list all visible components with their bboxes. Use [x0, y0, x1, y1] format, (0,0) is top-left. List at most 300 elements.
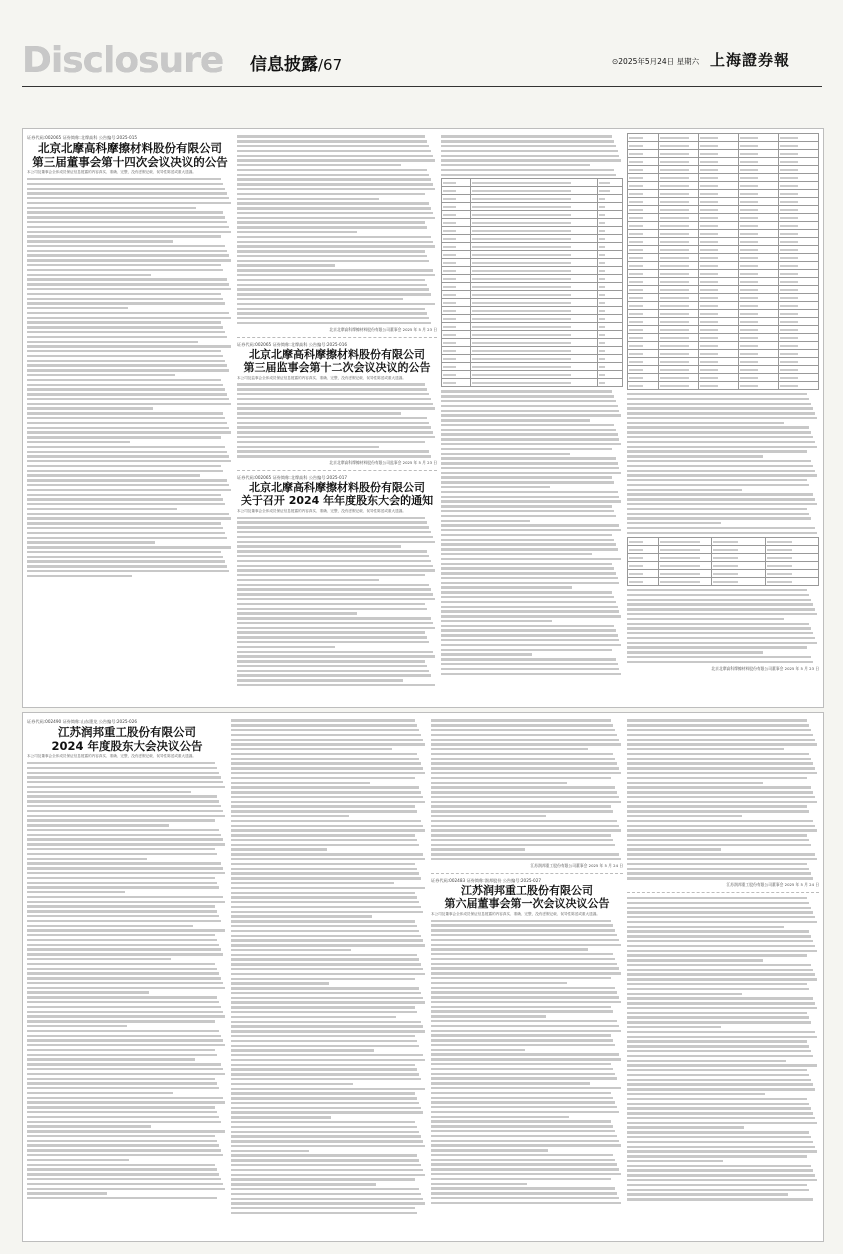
text-line: [431, 1087, 621, 1089]
table-row: [628, 326, 819, 334]
text-line: [627, 911, 813, 913]
text-line: [627, 436, 813, 438]
table-cell: [442, 283, 471, 291]
text-line: [27, 231, 231, 233]
cell-text-line: [780, 321, 799, 323]
text-line: [27, 312, 229, 314]
table-cell: [470, 291, 597, 299]
text-line: [627, 758, 811, 760]
article-title: [27, 726, 227, 753]
text-line: [441, 558, 621, 560]
text-line: [27, 522, 221, 524]
table-cell: [698, 262, 738, 270]
table-cell: [470, 267, 597, 275]
text-line: [27, 1121, 221, 1123]
text-line: [431, 939, 619, 941]
text-line: [231, 724, 417, 726]
text-line: [27, 877, 215, 879]
cell-text-line: [700, 361, 719, 363]
text-line: [231, 1150, 309, 1152]
text-line: [27, 560, 225, 562]
text-line: [231, 758, 419, 760]
text-line: [231, 1202, 425, 1204]
text-line: [441, 591, 612, 593]
cell-text-line: [700, 369, 719, 371]
text-line: [231, 978, 415, 980]
cell-text-line: [780, 265, 799, 267]
table-cell: [738, 358, 778, 366]
text-line: [231, 954, 417, 956]
text-line: [431, 1015, 546, 1017]
text-line: [441, 629, 616, 631]
table-row: [628, 254, 819, 262]
text-line: [627, 782, 763, 784]
text-line: [27, 446, 225, 448]
text-line: [27, 245, 225, 247]
text-line: [627, 993, 742, 995]
text-line: [627, 1012, 807, 1014]
cell-text-line: [660, 209, 690, 211]
text-line: [237, 155, 433, 157]
article-column-4: [627, 133, 819, 701]
text-line: [627, 902, 809, 904]
cell-text-line: [629, 153, 643, 155]
text-line: [27, 565, 227, 567]
text-line: [231, 1135, 421, 1137]
table-cell: [738, 174, 778, 182]
text-line: [27, 786, 225, 788]
text-line: [431, 767, 619, 769]
cell-text-line: [472, 294, 571, 296]
text-line: [237, 627, 435, 629]
cell-text-line: [629, 201, 643, 203]
text-line: [237, 174, 429, 176]
table-cell: [628, 326, 659, 334]
table-cell: [658, 158, 698, 166]
table-cell: [470, 187, 597, 195]
header-rule: [22, 86, 822, 87]
text-line: [431, 815, 546, 817]
table-row: [442, 275, 623, 283]
table-cell: [738, 158, 778, 166]
text-line: [627, 1117, 815, 1119]
text-line: [441, 663, 618, 665]
cell-text-line: [629, 297, 643, 299]
text-line: [441, 553, 592, 555]
text-line: [27, 441, 130, 443]
text-line: [441, 673, 621, 675]
table-cell: [778, 294, 818, 302]
text-line: [27, 1111, 217, 1113]
text-line: [27, 795, 217, 797]
text-line: [27, 767, 217, 769]
cell-text-line: [660, 201, 690, 203]
text-line: [431, 1101, 615, 1103]
cell-text-line: [629, 337, 643, 339]
text-line: [441, 145, 616, 147]
text-line: [237, 398, 431, 400]
cell-text-line: [700, 169, 719, 171]
cell-text-line: [700, 289, 719, 291]
table-cell: [738, 286, 778, 294]
cell-text-line: [443, 374, 456, 376]
text-line: [627, 398, 809, 400]
article-column-7: [431, 717, 623, 1237]
text-line: [237, 393, 429, 395]
text-line: [27, 939, 217, 941]
text-line: [231, 786, 419, 788]
table-row: [442, 347, 623, 355]
table-cell: [442, 267, 471, 275]
text-line: [441, 424, 614, 426]
table-cell: [738, 350, 778, 358]
cell-text-line: [629, 169, 643, 171]
proposal-table: [441, 178, 623, 387]
text-line: [231, 1188, 419, 1190]
text-line: [231, 743, 425, 745]
text-line: [441, 563, 612, 565]
cell-text-line: [443, 230, 456, 232]
table-cell: [628, 286, 659, 294]
text-line: [27, 302, 225, 304]
text-line: [27, 1011, 223, 1013]
proxy-voting-table: [627, 133, 819, 390]
cell-text-line: [740, 233, 759, 235]
text-line: [27, 963, 215, 965]
text-line: [231, 1001, 425, 1003]
table-cell: [738, 318, 778, 326]
table-cell: [628, 214, 659, 222]
table-cell: [698, 358, 738, 366]
text-line: [237, 255, 427, 257]
table-cell: [470, 315, 597, 323]
table-row: [442, 323, 623, 331]
text-line: [237, 517, 425, 519]
cell-text-line: [700, 353, 719, 355]
section-title-text: 信息披露: [250, 55, 318, 75]
cell-text-line: [629, 161, 643, 163]
cell-text-line: [629, 145, 643, 147]
table-row: [442, 267, 623, 275]
text-line: [441, 534, 612, 536]
text-line: [237, 417, 427, 419]
text-line: [431, 1092, 611, 1094]
text-line: [231, 930, 419, 932]
text-line: [237, 608, 427, 610]
cell-text-line: [660, 305, 690, 307]
text-line: [627, 983, 807, 985]
table-row: [442, 299, 623, 307]
text-line: [431, 786, 615, 788]
cell-text-line: [443, 310, 456, 312]
table-cell: [778, 310, 818, 318]
cell-text-line: [472, 206, 571, 208]
table-cell: [658, 294, 698, 302]
cell-text-line: [700, 185, 719, 187]
table-cell: [658, 562, 711, 570]
text-line: [231, 1097, 417, 1099]
text-line: [27, 872, 225, 874]
cell-text-line: [599, 366, 606, 368]
cell-text-line: [660, 385, 690, 387]
table-cell: [470, 347, 597, 355]
text-line: [627, 829, 817, 831]
table-cell: [778, 350, 818, 358]
text-line: [231, 1178, 415, 1180]
article-intro: 本公司及董事会全体成员保证信息披露的内容真实、准确、完整，没有虚假记载、误导性陈述或重大遗漏。: [27, 754, 196, 759]
cell-text-line: [660, 257, 690, 259]
table-cell: [597, 371, 622, 379]
cell-text-line: [629, 345, 643, 347]
text-line: [237, 412, 401, 414]
table-cell: [470, 331, 597, 339]
text-line: [237, 250, 425, 252]
table-cell: [658, 166, 698, 174]
cell-text-line: [780, 161, 799, 163]
text-line: [441, 174, 616, 176]
cell-text-line: [740, 369, 759, 371]
table-cell: [778, 254, 818, 262]
table-cell: [442, 315, 471, 323]
text-line: [627, 1141, 813, 1143]
table-cell: [698, 174, 738, 182]
table-cell: [442, 259, 471, 267]
text-line: [627, 945, 815, 947]
text-line: [431, 825, 619, 827]
text-line: [441, 457, 616, 459]
signature: 北京北摩高科摩擦材料股份有限公司董事会 2025 年 5 月 23 日: [711, 665, 819, 671]
table-cell: [597, 203, 622, 211]
text-line: [27, 541, 155, 543]
text-line: [431, 982, 567, 984]
cell-text-line: [780, 201, 799, 203]
table-row: [628, 570, 819, 578]
text-line: [27, 843, 225, 845]
article-body: [627, 719, 819, 879]
cell-text-line: [472, 326, 571, 328]
text-line: [627, 1079, 811, 1081]
text-line: [237, 665, 427, 667]
table-cell: [470, 371, 597, 379]
table-cell: [698, 142, 738, 150]
cell-text-line: [780, 137, 799, 139]
article-body: [231, 719, 427, 1214]
table-row: [442, 211, 623, 219]
text-line: [441, 524, 619, 526]
cell-text-line: [740, 217, 759, 219]
text-line: [27, 1073, 225, 1075]
table-cell: [628, 382, 659, 390]
text-line: [27, 1049, 215, 1051]
text-line: [627, 637, 815, 639]
table-cell: [778, 158, 818, 166]
cell-text-line: [599, 342, 606, 344]
text-line: [237, 593, 433, 595]
table-row: [628, 278, 819, 286]
text-line: [627, 517, 811, 519]
text-line: [627, 1103, 809, 1105]
table-cell: [597, 259, 622, 267]
text-line: [27, 537, 227, 539]
text-line: [431, 1106, 617, 1108]
text-line: [27, 886, 219, 888]
text-line: [27, 982, 223, 984]
text-line: [237, 569, 435, 571]
text-line: [627, 858, 817, 860]
table-cell: [597, 195, 622, 203]
text-line: [237, 245, 435, 247]
section-title: [250, 50, 342, 75]
text-line: [27, 460, 231, 462]
text-line: [627, 1026, 721, 1028]
text-line: [431, 1192, 617, 1194]
cell-text-line: [780, 385, 799, 387]
table-row: [628, 158, 819, 166]
text-line: [431, 1073, 615, 1075]
text-line: [627, 810, 809, 812]
text-line: [237, 603, 425, 605]
table-cell: [738, 310, 778, 318]
text-line: [627, 417, 817, 419]
text-line: [237, 322, 431, 324]
text-line: [237, 446, 379, 448]
text-line: [627, 743, 817, 745]
table-cell: [778, 142, 818, 150]
table-row: [442, 203, 623, 211]
text-line: [27, 815, 225, 817]
text-line: [27, 1020, 215, 1022]
table-cell: [778, 262, 818, 270]
table-row: [628, 206, 819, 214]
cell-text-line: [780, 193, 799, 195]
cell-text-line: [700, 281, 719, 283]
text-line: [627, 422, 784, 424]
table-cell: [778, 374, 818, 382]
text-line: [231, 1107, 421, 1109]
text-line: [231, 901, 419, 903]
table-cell: [442, 339, 471, 347]
cell-text-line: [472, 334, 571, 336]
table-row: [442, 307, 623, 315]
table-cell: [778, 302, 818, 310]
cell-text-line: [629, 225, 643, 227]
text-line: [231, 844, 419, 846]
text-line: [27, 1168, 217, 1170]
text-line: [27, 513, 229, 515]
table-row: [442, 259, 623, 267]
text-line: [231, 896, 417, 898]
text-line: [627, 1193, 788, 1195]
text-line: [431, 1097, 613, 1099]
text-line: [441, 567, 614, 569]
text-line: [27, 819, 215, 821]
text-line: [431, 782, 567, 784]
cell-text-line: [780, 337, 799, 339]
cell-text-line: [767, 541, 792, 543]
text-line: [237, 531, 431, 533]
table-cell: [628, 342, 659, 350]
cell-text-line: [713, 573, 738, 575]
text-line: [431, 1120, 611, 1122]
table-row: [442, 243, 623, 251]
text-line: [237, 679, 403, 681]
table-row: [442, 379, 623, 387]
table-cell: [765, 570, 818, 578]
text-line: [627, 1174, 815, 1176]
text-line: [431, 829, 621, 831]
signature: 北京北摩高科摩擦材料股份有限公司董事会 2025 年 5 月 23 日: [329, 326, 437, 332]
table-cell: [778, 206, 818, 214]
cell-text-line: [700, 329, 719, 331]
article-title-line: 第六届董事会第一次会议决议公告: [444, 896, 610, 910]
cell-text-line: [740, 209, 759, 211]
article-intro: 本公司及董事会全体成员保证信息披露的内容真实、准确、完整，没有虚假记载、误导性陈述或重大遗漏。: [431, 911, 600, 916]
table-cell: [738, 206, 778, 214]
table-cell: [712, 570, 765, 578]
text-line: [627, 848, 721, 850]
text-line: [627, 1160, 723, 1162]
text-line: [627, 393, 807, 395]
table-row: [442, 283, 623, 291]
text-line: [627, 844, 811, 846]
text-line: [27, 1035, 221, 1037]
text-line: [441, 467, 619, 469]
text-line: [231, 1121, 415, 1123]
article-body: [627, 897, 819, 1201]
text-line: [627, 825, 815, 827]
text-line: [431, 805, 611, 807]
text-line: [27, 183, 223, 185]
cell-text-line: [599, 326, 606, 328]
table-cell: [778, 270, 818, 278]
text-line: [237, 284, 427, 286]
text-line: [237, 169, 427, 171]
text-line: [627, 1150, 817, 1152]
text-line: [431, 743, 621, 745]
text-line: [431, 758, 615, 760]
text-line: [627, 450, 807, 452]
text-line: [431, 1063, 611, 1065]
table-cell: [658, 538, 711, 546]
text-line: [27, 422, 227, 424]
table-cell: [597, 235, 622, 243]
cell-text-line: [700, 177, 719, 179]
table-cell: [765, 538, 818, 546]
text-line: [627, 465, 813, 467]
cell-text-line: [740, 273, 759, 275]
cell-text-line: [780, 329, 799, 331]
cell-text-line: [780, 257, 799, 259]
text-line: [627, 969, 813, 971]
text-line: [231, 1102, 419, 1104]
text-line: [627, 1060, 786, 1062]
table-cell: [597, 347, 622, 355]
text-line: [231, 1140, 423, 1142]
text-line: [431, 1178, 611, 1180]
text-line: [237, 684, 435, 686]
text-line: [431, 729, 615, 731]
cell-text-line: [713, 549, 738, 551]
text-line: [27, 259, 231, 261]
cell-text-line: [660, 265, 690, 267]
text-line: [231, 791, 421, 793]
text-line: [27, 269, 223, 271]
text-line: [237, 584, 429, 586]
text-line: [627, 877, 813, 879]
text-line: [431, 772, 621, 774]
text-line: [627, 853, 815, 855]
cell-text-line: [700, 225, 719, 227]
